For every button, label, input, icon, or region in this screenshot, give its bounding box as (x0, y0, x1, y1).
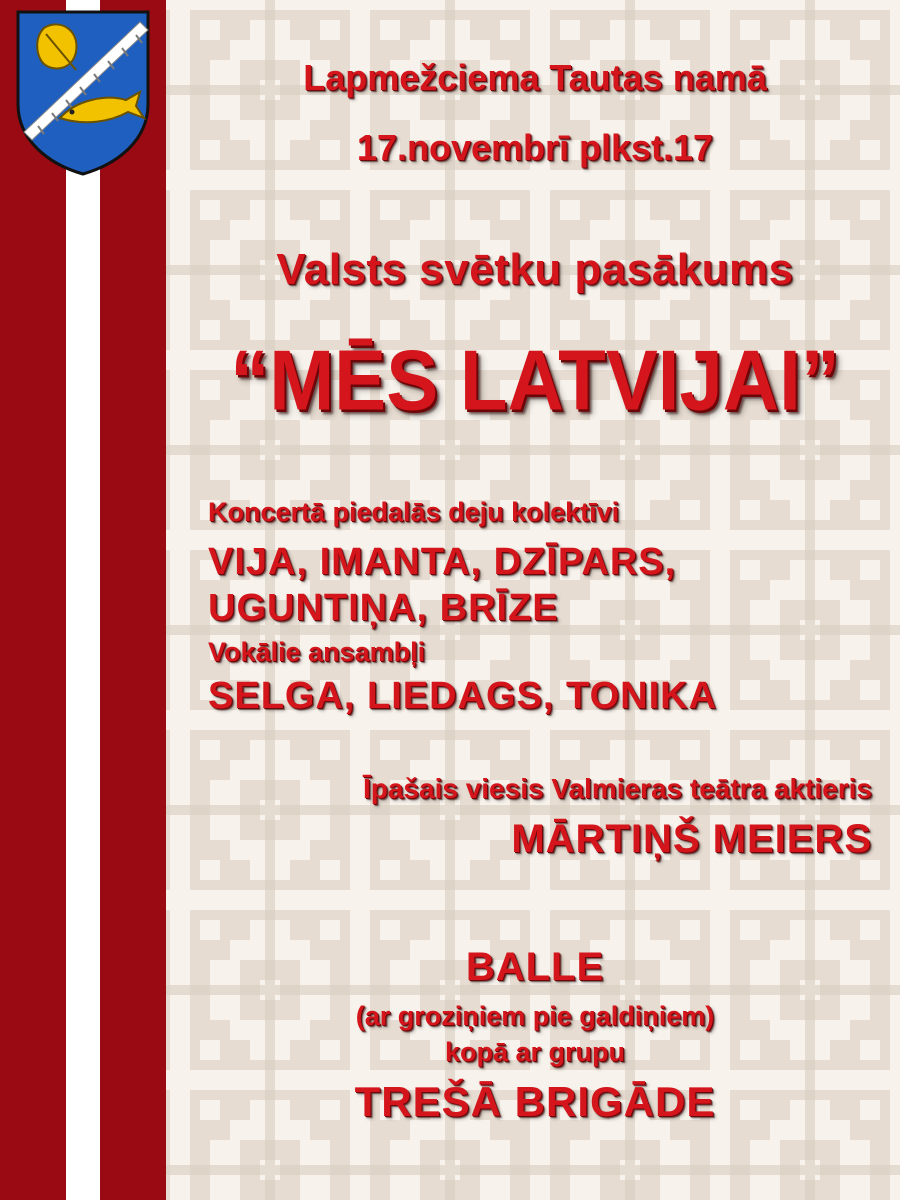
vocal-ensembles-intro: Vokālie ansambļi (208, 637, 426, 667)
date-time-heading: 17.novembrī plkst.17 (356, 127, 714, 168)
event-title: Valsts svētku pasākums (276, 245, 794, 294)
flag-stripe-red-right (100, 0, 166, 1200)
ball-title: BALLE (465, 945, 605, 989)
ball-note: (ar groziņiem pie galdiņiem) (355, 1001, 715, 1031)
dance-groups-line-1: VIJA, IMANTA, DZĪPARS, (208, 541, 677, 583)
flag-stripe-red-left (0, 0, 66, 1200)
special-guest-intro: Īpašais viesis Valmieras teātra aktieris (362, 773, 872, 804)
dance-groups-line-2: UGUNTIŅA, BRĪZE (208, 587, 559, 629)
concert-intro: Koncertā piedalās deju kolektīvi (208, 497, 620, 527)
band-name: TREŠĀ BRIGĀDE (354, 1078, 716, 1125)
flag-stripe-white (66, 0, 100, 1200)
coat-of-arms-icon (14, 8, 152, 178)
venue-heading: Lapmežciema Tautas namā (303, 57, 767, 98)
ball-with-band: kopā ar grupu (444, 1037, 626, 1067)
event-name: “MĒS LATVIJAI” (230, 331, 840, 429)
special-guest-name: MĀRTIŅŠ MEIERS (511, 817, 872, 861)
vocal-ensembles-list: SELGA, LIEDAGS, TONIKA (208, 675, 718, 717)
